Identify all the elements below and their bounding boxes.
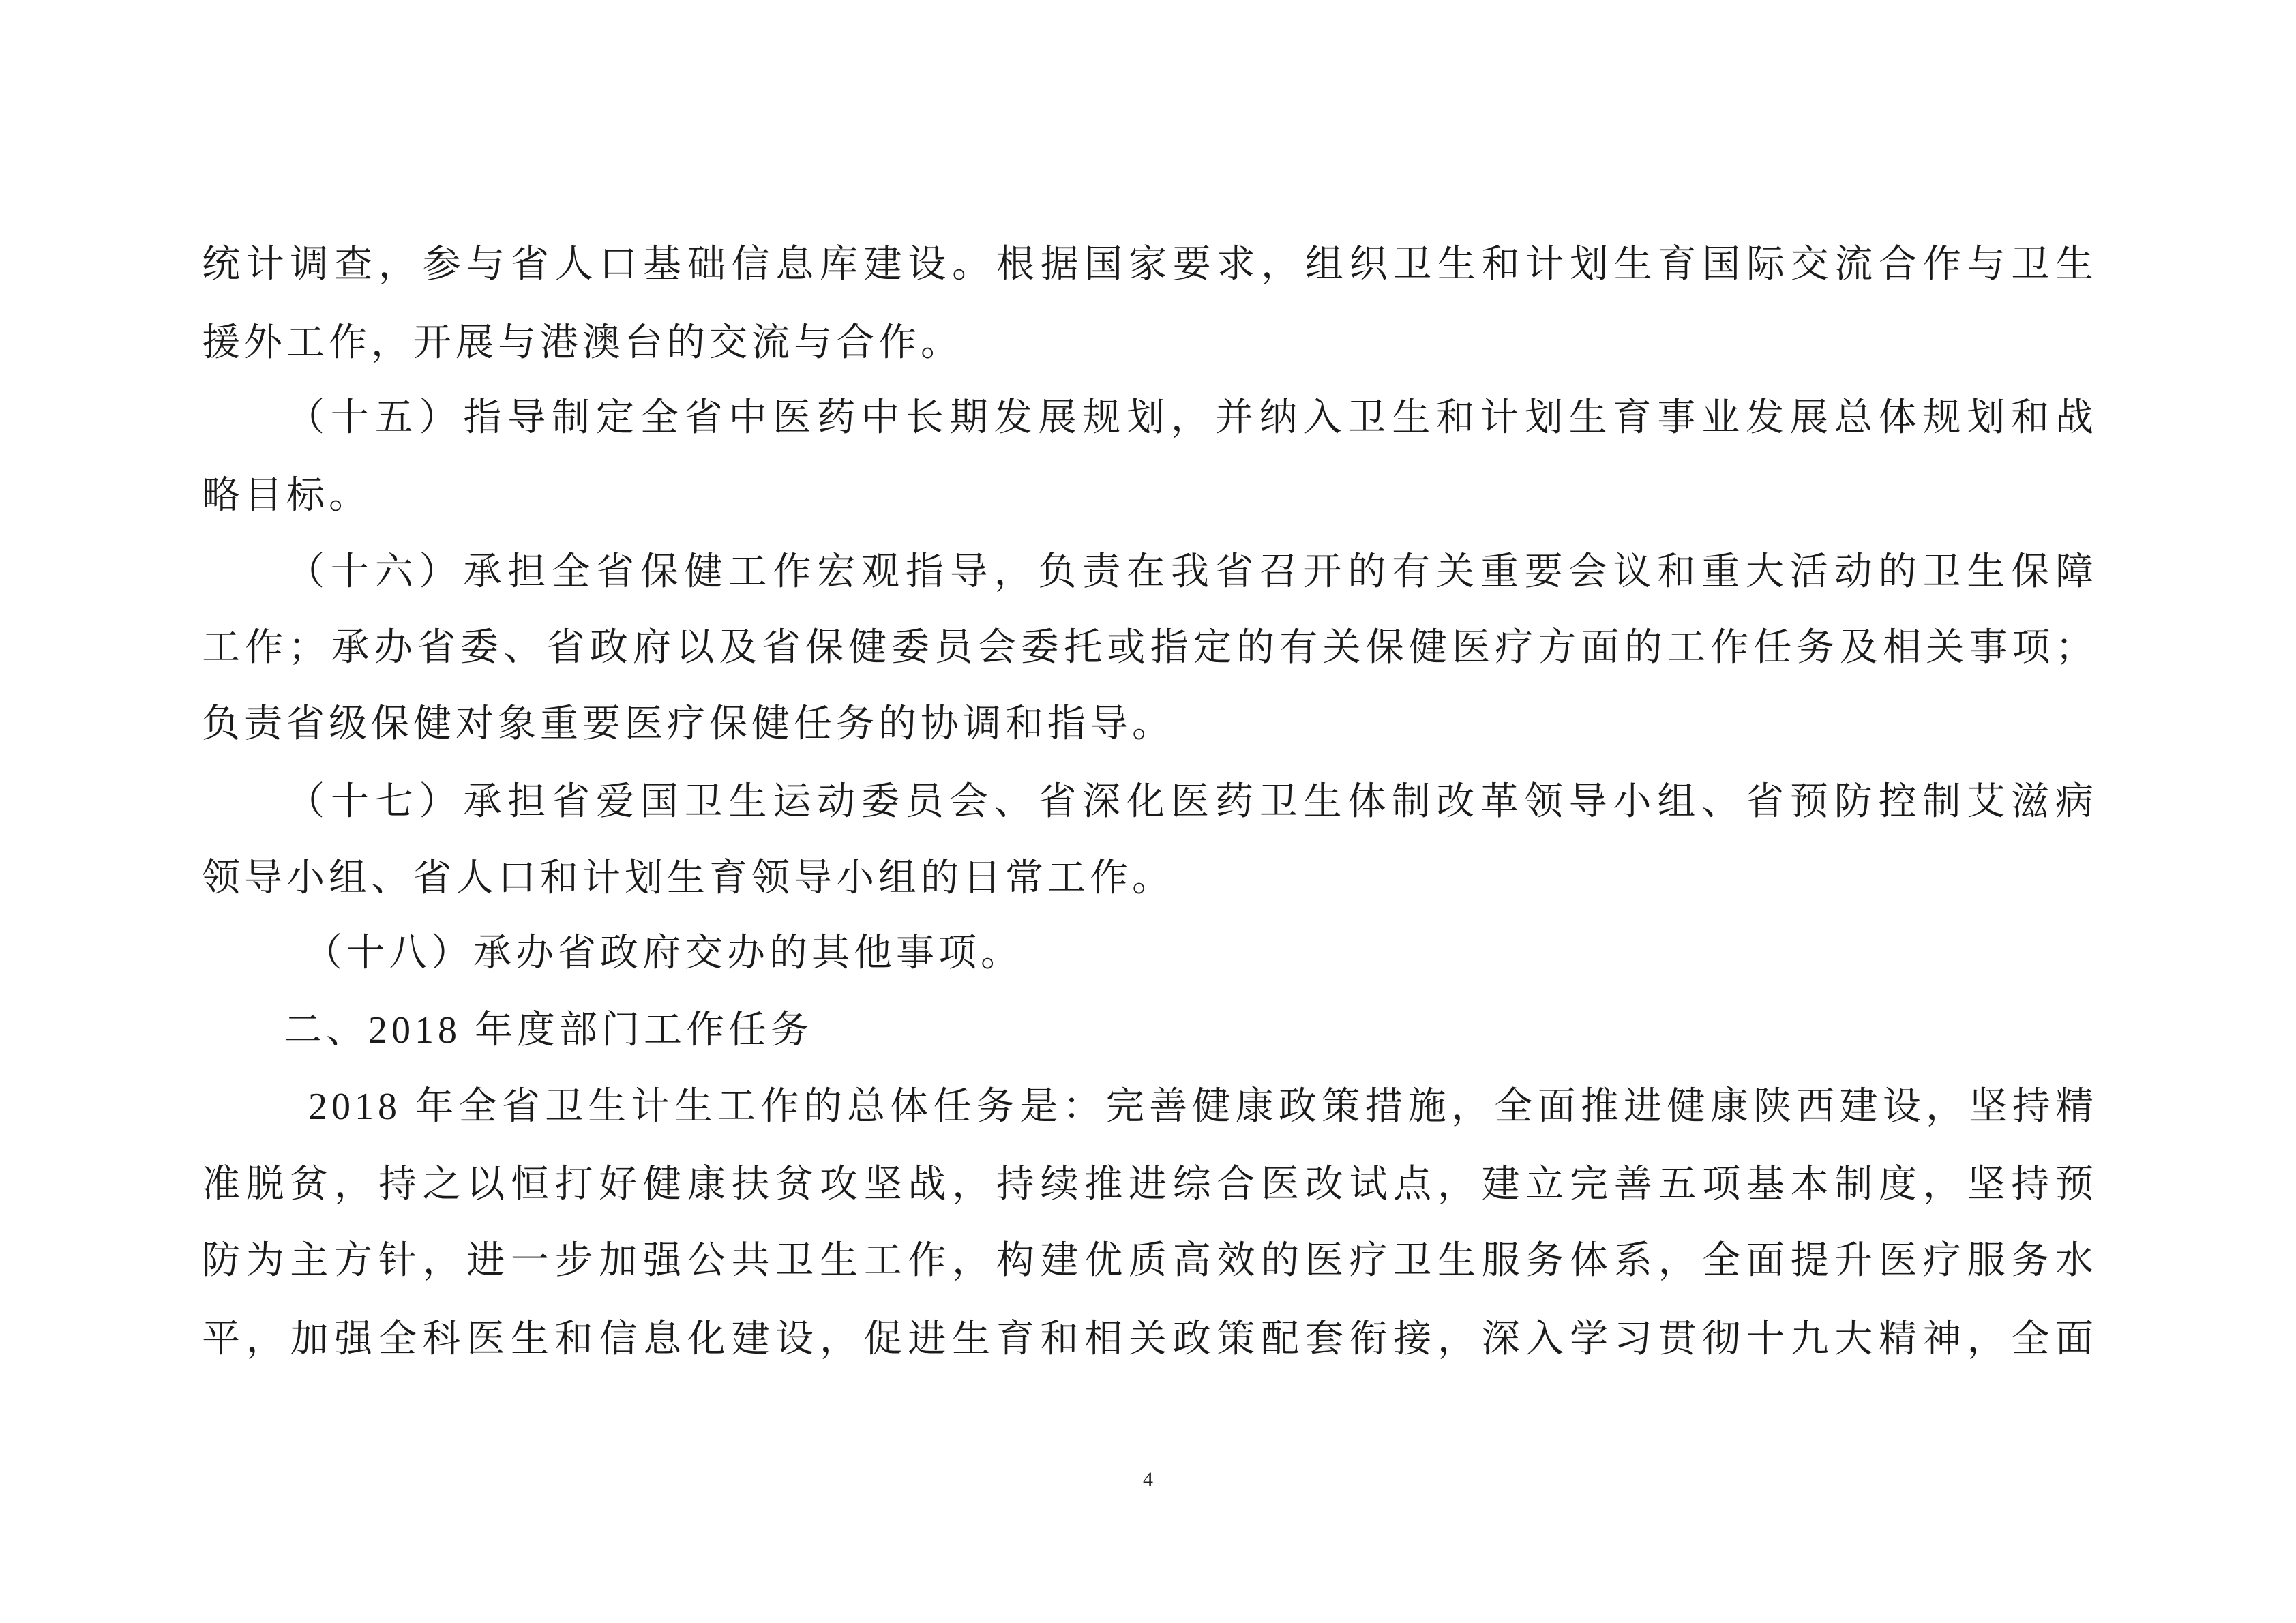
body-line: 略目标。 [202, 475, 371, 517]
body-line: 援外工作，开展与港澳台的交流与合作。 [202, 322, 963, 364]
body-line: 工作；承办省委、省政府以及省保健委员会委托或指定的有关保健医疗方面的工作任务及相关事项； [202, 627, 2098, 669]
body-line: 统计调查，参与省人口基础信息库建设。根据国家要求，组织卫生和计划生育国际交流合作与卫生 [202, 243, 2098, 286]
body-line: 负责省级保健对象重要医疗保健任务的协调和指导。 [202, 703, 1174, 745]
body-line: 防为主方针，进一步加强公共卫生工作，构建优质高效的医疗卫生服务体系，全面提升医疗服务水 [202, 1240, 2098, 1282]
body-line: （十五）指导制定全省中医药中长期发展规划，并纳入卫生和计划生育事业发展总体规划和战 [286, 397, 2098, 439]
body-line: （十七）承担省爱国卫生运动委员会、省深化医药卫生体制改革领导小组、省预防控制艾滋病 [286, 781, 2098, 823]
section-heading-text: 二、2018 年度部门工作任务 [284, 1009, 813, 1052]
page-number: 4 [1143, 1468, 1153, 1491]
body-line: 准脱贫，持之以恒打好健康扶贫攻坚战，持续推进综合医改试点，建立完善五项基本制度，坚持预 [202, 1163, 2098, 1206]
body-line: （十八）承办省政府交办的其他事项。 [304, 932, 1023, 974]
body-line: 领导小组、省人口和计划生育领导小组的日常工作。 [202, 857, 1174, 899]
body-line: 2018 年全省卫生计生工作的总体任务是：完善健康政策措施，全面推进健康陕西建设，坚持精 [308, 1086, 2098, 1128]
body-line: （十六）承担全省保健工作宏观指导，负责在我省召开的有关重要会议和重大活动的卫生保障 [286, 551, 2098, 593]
body-line: 平，加强全科医生和信息化建设，促进生育和相关政策配套衔接，深入学习贯彻十九大精神，全面 [202, 1318, 2098, 1360]
